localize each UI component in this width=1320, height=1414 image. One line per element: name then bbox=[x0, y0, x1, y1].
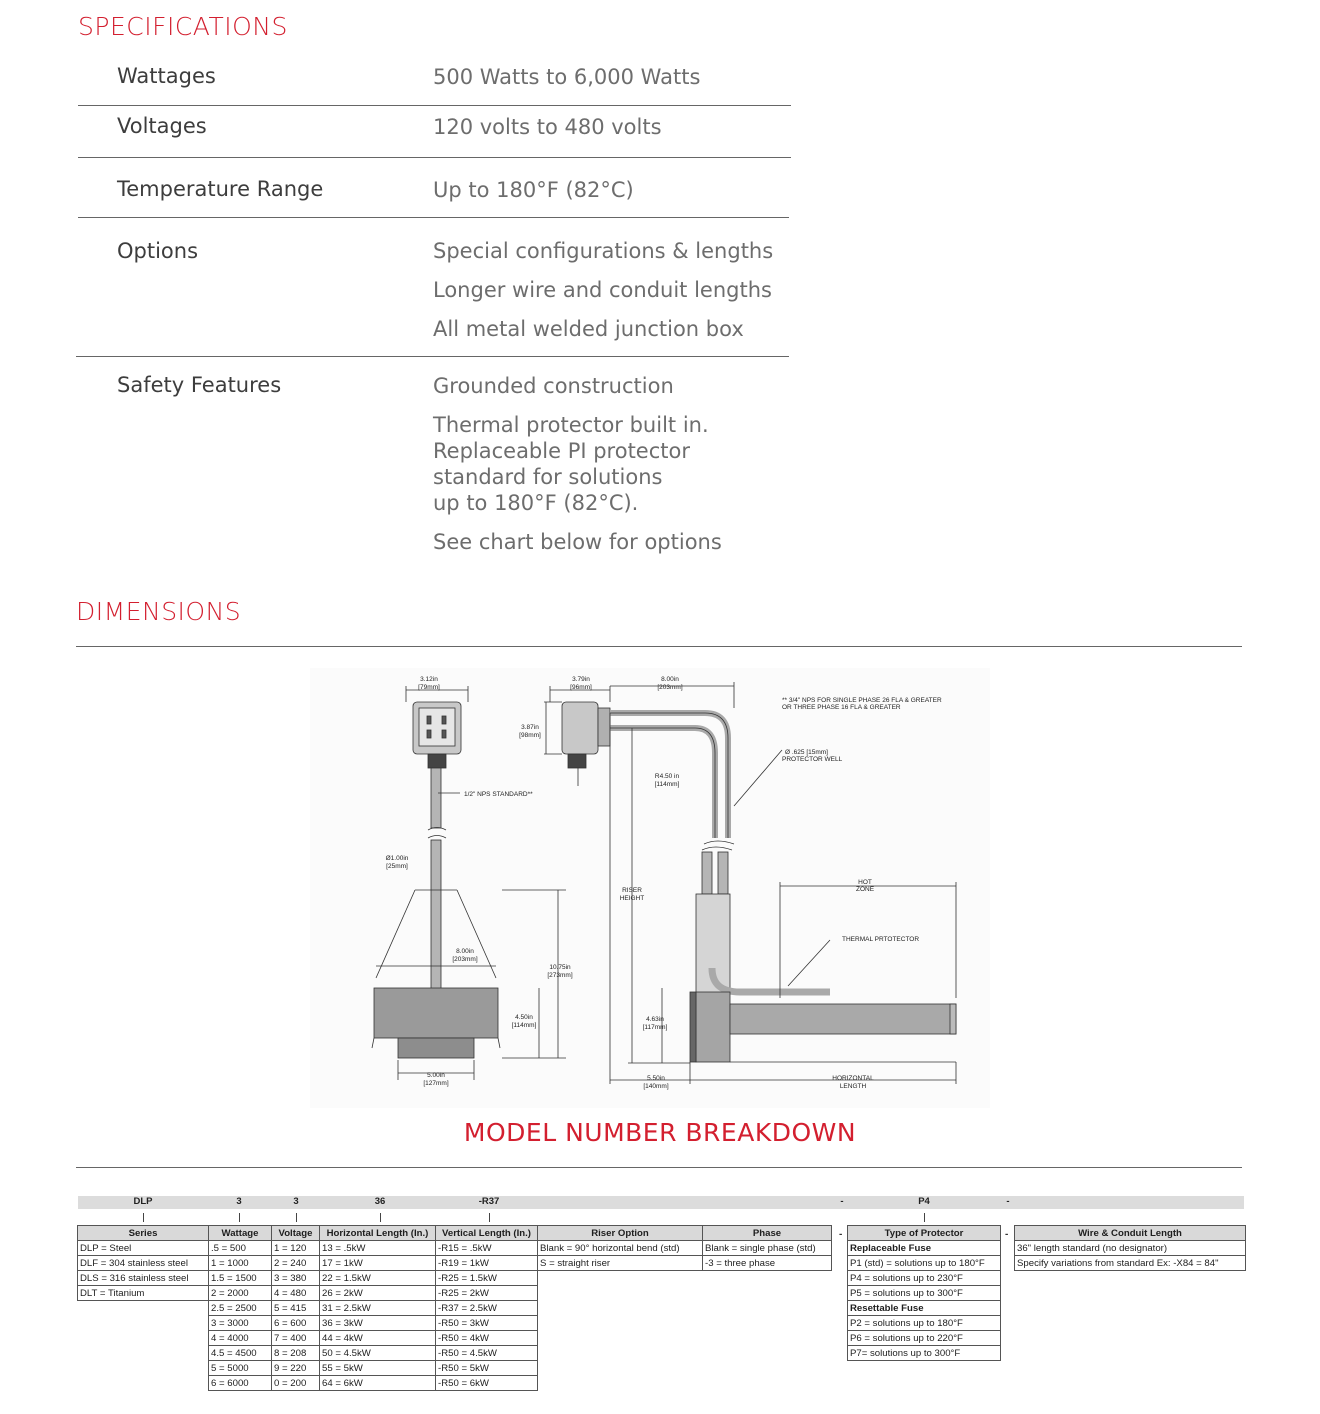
specifications-title: SPECIFICATIONS bbox=[78, 12, 288, 41]
empty-cell bbox=[703, 1331, 832, 1346]
tick bbox=[143, 1213, 144, 1222]
dim-label: [98mm] bbox=[519, 732, 541, 739]
dim-label: [203mm] bbox=[657, 684, 683, 691]
col-header-series: Series bbox=[78, 1226, 209, 1241]
table-row bbox=[848, 1346, 1001, 1361]
code-protector: P4 bbox=[918, 1196, 930, 1207]
dim-label: 3.12in bbox=[420, 676, 438, 683]
cell-vertical: -R37 = 2.5kW bbox=[436, 1301, 538, 1316]
cell-vertical: -R50 = 4.5kW bbox=[436, 1346, 538, 1361]
dim-label: [25mm] bbox=[386, 863, 408, 870]
cell-wattage: 5 = 5000 bbox=[209, 1361, 272, 1376]
dim-label: 8.00in bbox=[456, 948, 474, 955]
spec-label: Wattages bbox=[117, 64, 216, 88]
empty-cell bbox=[78, 1376, 209, 1391]
cell-vertical: -R19 = 1kW bbox=[436, 1256, 538, 1271]
cell-vertical: -R25 = 1.5kW bbox=[436, 1271, 538, 1286]
divider bbox=[78, 105, 791, 106]
spec-value: 120 volts to 480 volts bbox=[433, 115, 662, 139]
note: ** 3/4" NPS FOR SINGLE PHASE 26 FLA & GREATER bbox=[782, 697, 942, 704]
cell-horizontal: 22 = 1.5kW bbox=[320, 1271, 436, 1286]
cell-horizontal: 44 = 4kW bbox=[320, 1331, 436, 1346]
dim-label: 10.75in bbox=[549, 964, 571, 971]
model-breakdown-title: MODEL NUMBER BREAKDOWN bbox=[463, 1118, 857, 1147]
dimensions-title: DIMENSIONS bbox=[76, 597, 242, 626]
table-row bbox=[78, 1346, 832, 1361]
model-code-bar bbox=[78, 1196, 1244, 1209]
cell-protector: Replaceable Fuse bbox=[848, 1241, 1001, 1256]
model-table-protector bbox=[847, 1225, 1001, 1361]
cell-protector: P7= solutions up to 300°F bbox=[848, 1346, 1001, 1361]
dim-label: [96mm] bbox=[570, 684, 592, 691]
divider bbox=[76, 356, 789, 357]
code-dash: - bbox=[1006, 1196, 1010, 1207]
table-header-row bbox=[1015, 1226, 1246, 1241]
separator-dash: - bbox=[839, 1229, 843, 1240]
spec-label: Voltages bbox=[117, 114, 207, 138]
cell-vertical: -R15 = .5kW bbox=[436, 1241, 538, 1256]
code-horizontal: 36 bbox=[374, 1196, 386, 1207]
cell-horizontal: 31 = 2.5kW bbox=[320, 1301, 436, 1316]
col-header-riser: Riser Option bbox=[538, 1226, 703, 1241]
note: HEIGHT bbox=[619, 895, 645, 902]
table-row bbox=[78, 1271, 832, 1286]
cell-vertical: -R25 = 2kW bbox=[436, 1286, 538, 1301]
table-row bbox=[848, 1301, 1001, 1316]
spec-value: 500 Watts to 6,000 Watts bbox=[433, 65, 701, 89]
dim-label: R4.50 in bbox=[654, 773, 680, 780]
cell-wattage: 1 = 1000 bbox=[209, 1256, 272, 1271]
cell-phase: Blank = single phase (std) bbox=[703, 1241, 832, 1256]
dim-label: 5.50in bbox=[647, 1075, 665, 1082]
table-row bbox=[848, 1256, 1001, 1271]
code-voltage: 3 bbox=[293, 1196, 299, 1207]
separator-dash: - bbox=[1005, 1229, 1009, 1240]
cell-vertical: -R50 = 5kW bbox=[436, 1361, 538, 1376]
col-header-phase: Phase bbox=[703, 1226, 832, 1241]
empty-cell bbox=[703, 1271, 832, 1286]
cell-voltage: 8 = 208 bbox=[272, 1346, 320, 1361]
empty-cell bbox=[538, 1361, 703, 1376]
tick bbox=[924, 1213, 925, 1222]
dim-label: 3.87in bbox=[521, 724, 539, 731]
cell-wattage: 4 = 4000 bbox=[209, 1331, 272, 1346]
code-series: DLP bbox=[133, 1196, 153, 1207]
divider bbox=[76, 646, 1242, 647]
empty-cell bbox=[703, 1346, 832, 1361]
model-table-main bbox=[77, 1225, 832, 1391]
cell-voltage: 4 = 480 bbox=[272, 1286, 320, 1301]
cell-wattage: .5 = 500 bbox=[209, 1241, 272, 1256]
note: Ø .625 [15mm] bbox=[785, 749, 828, 756]
empty-cell bbox=[538, 1301, 703, 1316]
cell-vertical: -R50 = 6kW bbox=[436, 1376, 538, 1391]
dim-label: [203mm] bbox=[452, 956, 478, 963]
spec-value: Up to 180°F (82°C) bbox=[433, 178, 634, 202]
spec-label: Temperature Range bbox=[117, 177, 324, 201]
empty-cell bbox=[703, 1376, 832, 1391]
note: HOT bbox=[858, 879, 872, 886]
tick bbox=[296, 1213, 297, 1222]
table-header-row bbox=[78, 1226, 832, 1241]
cell-voltage: 2 = 240 bbox=[272, 1256, 320, 1271]
dim-label: 3.79in bbox=[572, 676, 590, 683]
empty-cell bbox=[703, 1301, 832, 1316]
col-header-voltage: Voltage bbox=[272, 1226, 320, 1241]
code-wattage: 3 bbox=[236, 1196, 242, 1207]
note: OR THREE PHASE 16 FLA & GREATER bbox=[782, 704, 901, 711]
cell-protector: P2 = solutions up to 180°F bbox=[848, 1316, 1001, 1331]
table-row bbox=[78, 1376, 832, 1391]
table-row bbox=[78, 1241, 832, 1256]
table-row bbox=[848, 1271, 1001, 1286]
col-header-horizontal: Horizontal Length (In.) bbox=[320, 1226, 436, 1241]
cell-protector: P6 = solutions up to 220°F bbox=[848, 1331, 1001, 1346]
dim-label: [114mm] bbox=[511, 1022, 537, 1029]
spec-label: Safety Features bbox=[117, 373, 282, 397]
table-header-row bbox=[848, 1226, 1001, 1241]
cell-series: DLS = 316 stainless steel bbox=[78, 1271, 209, 1286]
cell-wattage: 4.5 = 4500 bbox=[209, 1346, 272, 1361]
cell-horizontal: 17 = 1kW bbox=[320, 1256, 436, 1271]
model-table-wire bbox=[1014, 1225, 1246, 1271]
table-row bbox=[78, 1286, 832, 1301]
note: LENGTH bbox=[839, 1083, 867, 1090]
dim-label: [117mm] bbox=[642, 1024, 668, 1031]
empty-cell bbox=[703, 1286, 832, 1301]
empty-cell bbox=[538, 1286, 703, 1301]
cell-phase: -3 = three phase bbox=[703, 1256, 832, 1271]
cell-voltage: 6 = 600 bbox=[272, 1316, 320, 1331]
cell-protector: P4 = solutions up to 230°F bbox=[848, 1271, 1001, 1286]
empty-cell bbox=[538, 1271, 703, 1286]
empty-cell bbox=[78, 1361, 209, 1376]
cell-horizontal: 36 = 3kW bbox=[320, 1316, 436, 1331]
col-header-protector: Type of Protector bbox=[848, 1226, 1001, 1241]
dim-label: 4.63in bbox=[646, 1016, 664, 1023]
cell-vertical: -R50 = 3kW bbox=[436, 1316, 538, 1331]
tick bbox=[489, 1213, 490, 1222]
col-header-vertical: Vertical Length (In.) bbox=[436, 1226, 538, 1241]
divider bbox=[76, 1167, 1242, 1168]
empty-cell bbox=[78, 1301, 209, 1316]
cell-vertical: -R50 = 4kW bbox=[436, 1331, 538, 1346]
note: RISER bbox=[622, 887, 642, 894]
table-row bbox=[848, 1241, 1001, 1256]
table-row bbox=[78, 1301, 832, 1316]
note: HORIZONTAL bbox=[832, 1075, 874, 1082]
empty-cell bbox=[78, 1346, 209, 1361]
table-row bbox=[78, 1256, 832, 1271]
empty-cell bbox=[78, 1331, 209, 1346]
cell-horizontal: 55 = 5kW bbox=[320, 1361, 436, 1376]
dim-label: [114mm] bbox=[654, 781, 680, 788]
cell-voltage: 5 = 415 bbox=[272, 1301, 320, 1316]
cell-series: DLT = Titanium bbox=[78, 1286, 209, 1301]
dim-label: [273mm] bbox=[547, 972, 573, 979]
cell-wire: 36" length standard (no designator) bbox=[1015, 1241, 1246, 1256]
code-dash: - bbox=[840, 1196, 844, 1207]
table-row bbox=[78, 1316, 832, 1331]
empty-cell bbox=[538, 1316, 703, 1331]
note: ZONE bbox=[855, 886, 875, 893]
cell-wattage: 2.5 = 2500 bbox=[209, 1301, 272, 1316]
table-row bbox=[78, 1361, 832, 1376]
cell-horizontal: 26 = 2kW bbox=[320, 1286, 436, 1301]
cell-wire: Specify variations from standard Ex: -X84 = 84" bbox=[1015, 1256, 1246, 1271]
spec-value: Grounded construction Thermal protector built in. Replaceable PI protector standard for solutions up to 180°F (82°C). See chart below for options bbox=[433, 374, 722, 554]
divider bbox=[78, 157, 791, 158]
cell-horizontal: 50 = 4.5kW bbox=[320, 1346, 436, 1361]
table-row bbox=[1015, 1241, 1246, 1256]
tick bbox=[380, 1213, 381, 1222]
col-header-wire: Wire & Conduit Length bbox=[1015, 1226, 1246, 1241]
table-row bbox=[848, 1286, 1001, 1301]
empty-cell bbox=[538, 1331, 703, 1346]
tick bbox=[239, 1213, 240, 1222]
note: THERMAL PRTOTECTOR bbox=[842, 936, 920, 943]
table-row bbox=[1015, 1256, 1246, 1271]
divider bbox=[78, 217, 789, 218]
cell-voltage: 9 = 220 bbox=[272, 1361, 320, 1376]
spec-value: Special configurations & lengths Longer wire and conduit lengths All metal welded junction box bbox=[433, 239, 774, 341]
dim-label: [79mm] bbox=[418, 684, 440, 691]
col-header-wattage: Wattage bbox=[209, 1226, 272, 1241]
empty-cell bbox=[703, 1361, 832, 1376]
cell-riser: S = straight riser bbox=[538, 1256, 703, 1271]
cell-voltage: 1 = 120 bbox=[272, 1241, 320, 1256]
cell-series: DLP = Steel bbox=[78, 1241, 209, 1256]
cell-wattage: 6 = 6000 bbox=[209, 1376, 272, 1391]
cell-wattage: 3 = 3000 bbox=[209, 1316, 272, 1331]
cell-protector: Resettable Fuse bbox=[848, 1301, 1001, 1316]
empty-cell bbox=[538, 1346, 703, 1361]
dim-label: 5.00in bbox=[427, 1072, 445, 1079]
empty-cell bbox=[538, 1376, 703, 1391]
dim-label: 4.50in bbox=[515, 1014, 533, 1021]
dim-label: [127mm] bbox=[423, 1080, 449, 1087]
code-vertical: -R37 bbox=[478, 1196, 500, 1207]
table-row bbox=[78, 1331, 832, 1346]
cell-voltage: 0 = 200 bbox=[272, 1376, 320, 1391]
dim-label: Ø1.00in bbox=[385, 855, 409, 862]
table-row bbox=[848, 1316, 1001, 1331]
spec-label: Options bbox=[117, 239, 199, 263]
heater-dimension-drawing bbox=[310, 668, 990, 1108]
cell-protector: P5 = solutions up to 300°F bbox=[848, 1286, 1001, 1301]
cell-protector: P1 (std) = solutions up to 180°F bbox=[848, 1256, 1001, 1271]
empty-cell bbox=[78, 1316, 209, 1331]
cell-wattage: 1.5 = 1500 bbox=[209, 1271, 272, 1286]
cell-wattage: 2 = 2000 bbox=[209, 1286, 272, 1301]
cell-horizontal: 13 = .5kW bbox=[320, 1241, 436, 1256]
dim-label: [140mm] bbox=[643, 1083, 669, 1090]
table-row bbox=[848, 1331, 1001, 1346]
cell-voltage: 3 = 380 bbox=[272, 1271, 320, 1286]
dim-label: 8.00in bbox=[661, 676, 679, 683]
cell-riser: Blank = 90° horizontal bend (std) bbox=[538, 1241, 703, 1256]
note: PROTECTOR WELL bbox=[782, 756, 843, 763]
note: 1/2" NPS STANDARD** bbox=[464, 791, 533, 798]
cell-series: DLF = 304 stainless steel bbox=[78, 1256, 209, 1271]
cell-voltage: 7 = 400 bbox=[272, 1331, 320, 1346]
cell-horizontal: 64 = 6kW bbox=[320, 1376, 436, 1391]
empty-cell bbox=[703, 1316, 832, 1331]
